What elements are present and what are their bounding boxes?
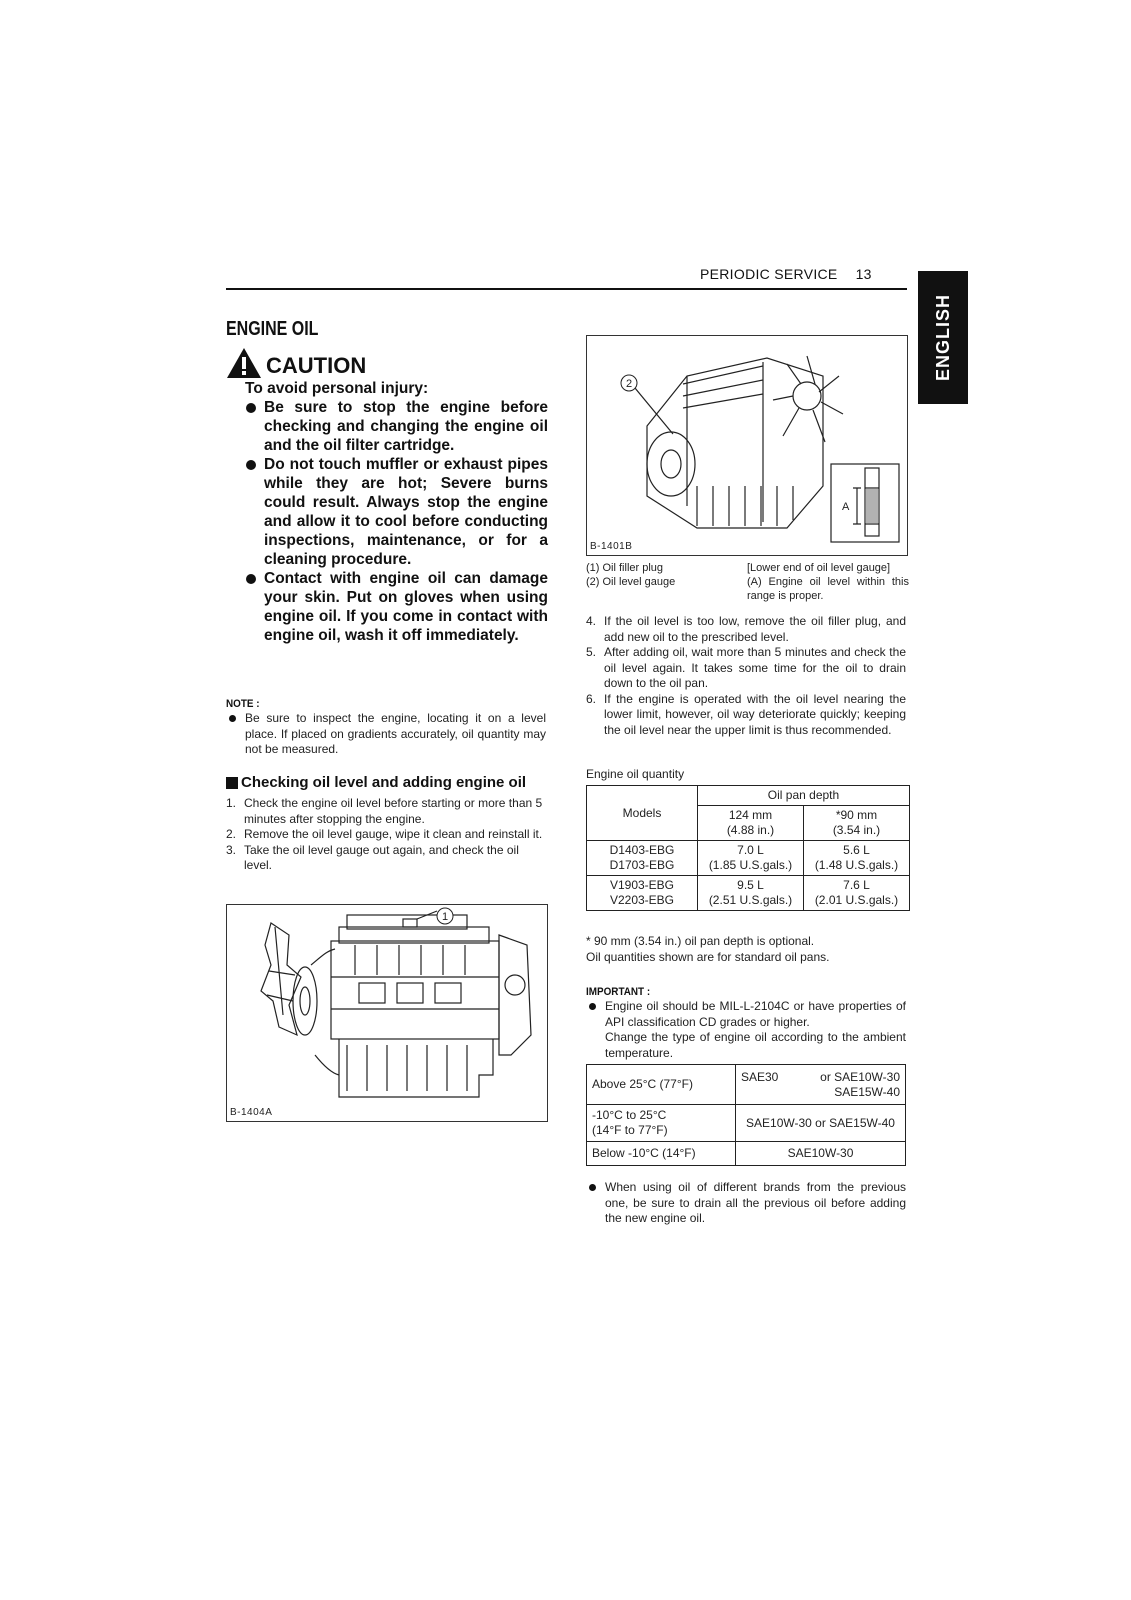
important-label: IMPORTANT : <box>586 986 651 998</box>
table-cell: 5.6 L (1.48 U.S.gals.) <box>804 841 910 876</box>
check-oil-heading-text: Checking oil level and adding engine oil <box>241 774 527 791</box>
step-item: 3. Take the oil level gauge out again, and check the oil level. <box>226 842 519 872</box>
table-cell: SAE30 or SAE10W-30 SAE15W-40 <box>736 1065 906 1105</box>
check-oil-steps <box>226 796 546 874</box>
note-item: Be sure to inspect the engine, locating it on a level place. If placed on gradients accurately, oil quantity may not be measured. <box>226 711 546 758</box>
table-header-depth: Oil pan depth <box>698 786 910 806</box>
oil-quantity-footnotes <box>586 934 916 965</box>
table-row <box>587 1105 906 1142</box>
step-item: 2. Remove the oil level gauge, wipe it clean and reinstall it. <box>226 827 543 841</box>
footnote: * 90 mm (3.54 in.) oil pan depth is optional. <box>586 934 815 948</box>
page-title: ENGINE OIL <box>226 318 319 340</box>
dimension-label: A <box>842 501 850 513</box>
note-label: NOTE : <box>226 698 260 710</box>
running-head <box>700 266 872 282</box>
caution-body <box>245 379 548 645</box>
caution-item: Contact with engine oil can damage your skin. Put on gloves when using engine oil. If you come in contact with engine oil, wash it off immediately. <box>245 569 548 645</box>
check-oil-steps-continued <box>586 614 906 738</box>
figure-code: B-1401B <box>590 541 633 552</box>
table-cell: 124 mm (4.88 in.) <box>698 806 804 841</box>
legend-item: (2) Oil level gauge <box>586 576 676 588</box>
table-cell: Above 25°C (77°F) <box>587 1065 736 1105</box>
caution-item: Do not touch muffler or exhaust pipes while they are hot; Severe burns could result. Always stop the engine and allow it to cool before conducting inspections, maintenance, or for a cleaning procedure. <box>245 455 548 569</box>
table-cell: V1903-EBG V2203-EBG <box>587 876 698 911</box>
table-cell: Below -10°C (14°F) <box>587 1142 736 1166</box>
table-row <box>587 876 910 911</box>
callout-number: 2 <box>625 378 633 390</box>
important-item: Engine oil should be MIL-L-2104C or have properties of API classification CD grades or higher. Change the type of engine oil according to the ambient temperature. <box>586 999 906 1061</box>
engine-front-figure <box>586 335 908 556</box>
table-cell: 9.5 L (2.51 U.S.gals.) <box>698 876 804 911</box>
important-body <box>586 999 906 1061</box>
step-item: 1. Check the engine oil level before starting or more than 5 minutes after stopping the engine. <box>226 796 543 826</box>
language-tab <box>918 271 968 404</box>
table-row <box>587 786 910 806</box>
table-header-models: Models <box>587 786 698 841</box>
table-cell: -10°C to 25°C (14°F to 77°F) <box>587 1105 736 1142</box>
note-body <box>226 711 546 758</box>
section-name: PERIODIC SERVICE <box>700 266 838 282</box>
figure-code: B-1404A <box>230 1107 273 1118</box>
oil-grade-table <box>586 1064 906 1166</box>
callout-number: 1 <box>441 911 449 923</box>
engine-front-illustration <box>587 336 907 555</box>
caution-word: CAUTION <box>266 353 367 378</box>
step-item: 5. After adding oil, wait more than 5 minutes and check the oil level again. It takes some time for the oil to drain down to the oil pan. <box>586 645 906 690</box>
oil-quantity-table <box>586 785 910 911</box>
footnote: Oil quantities shown are for standard oil pans. <box>586 949 830 964</box>
important-final <box>586 1180 906 1227</box>
caution-intro: To avoid personal injury: <box>245 380 429 397</box>
warning-triangle-icon <box>226 347 262 379</box>
header-rule <box>226 288 907 290</box>
square-bullet-icon <box>226 777 238 789</box>
table-row <box>587 841 910 876</box>
engine-side-illustration <box>227 905 547 1121</box>
caution-item: Be sure to stop the engine before checking and changing the engine oil and the oil filter cartridge. <box>245 398 548 455</box>
caution-heading <box>226 347 366 379</box>
engine-side-figure <box>226 904 548 1122</box>
table-row <box>587 1065 906 1105</box>
table-cell: D1403-EBG D1703-EBG <box>587 841 698 876</box>
check-oil-heading <box>226 774 526 791</box>
figure-legend-right <box>747 561 909 603</box>
table-cell: SAE10W-30 <box>736 1142 906 1166</box>
legend-text: (A) Engine oil level within this range is proper. <box>747 576 909 602</box>
figure-legend-left <box>586 561 746 589</box>
oil-quantity-caption: Engine oil quantity <box>586 767 685 781</box>
table-cell: 7.0 L (1.85 U.S.gals.) <box>698 841 804 876</box>
table-cell: 7.6 L (2.01 U.S.gals.) <box>804 876 910 911</box>
important-item: When using oil of different brands from the previous one, be sure to drain all the previous oil before adding the new engine oil. <box>586 1180 906 1227</box>
step-item: 4. If the oil level is too low, remove the oil filler plug, and add new oil to the prescribed level. <box>586 614 906 644</box>
table-row <box>587 1142 906 1166</box>
page-number: 13 <box>855 266 872 282</box>
legend-heading: [Lower end of oil level gauge] <box>747 562 891 574</box>
language-tab-label: ENGLISH <box>932 293 953 382</box>
table-cell: SAE10W-30 or SAE15W-40 <box>736 1105 906 1142</box>
step-item: 6. If the engine is operated with the oil level nearing the lower limit, however, oil way deteriorate quickly; keeping the oil level near the upper limit is thus recommended. <box>586 691 906 737</box>
legend-item: (1) Oil filler plug <box>586 562 664 574</box>
table-cell: *90 mm (3.54 in.) <box>804 806 910 841</box>
